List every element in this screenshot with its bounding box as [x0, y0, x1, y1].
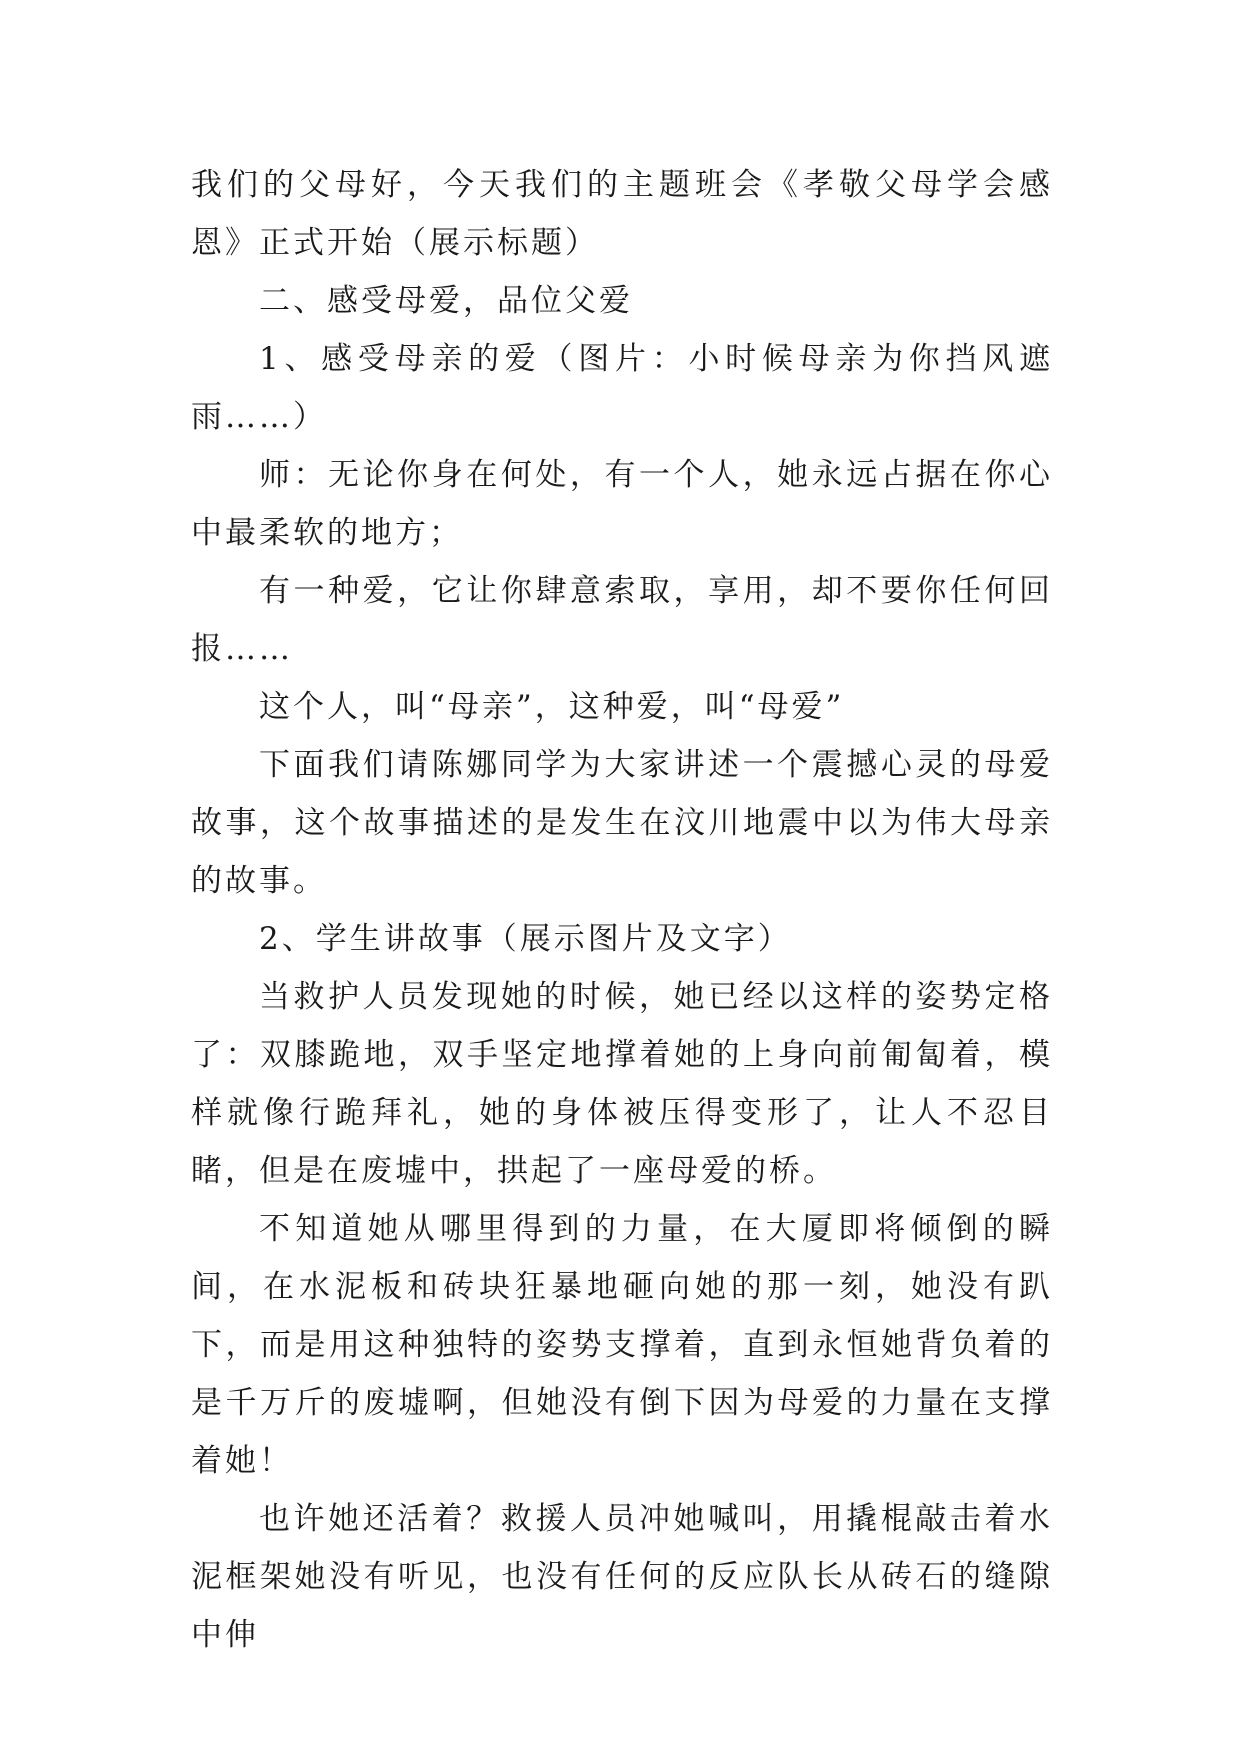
paragraph-kind-of-love: 有一种爱，它让你肆意索取，享用，却不要你任何回报…… [191, 573, 1053, 667]
paragraph-teacher: 师：无论你身在何处，有一个人，她永远占据在你心中最柔软的地方； [191, 457, 1053, 551]
paragraph-opening: 我们的父母好，今天我们的主题班会《孝敬父母学会感恩》正式开始（展示标题） [191, 167, 1053, 261]
paragraph-story-intro: 下面我们请陈娜同学为大家讲述一个震撼心灵的母爱故事，这个故事描述的是发生在汶川地震中以为伟大母亲的故事。 [191, 747, 1053, 899]
document-body [191, 156, 1053, 1664]
subheading-student-story: 2、学生讲故事（展示图片及文字） [259, 921, 792, 957]
paragraph-story-3: 也许她还活着？救援人员冲她喊叫，用撬棍敲击着水泥框架她没有听见，也没有任何的反应队长从砖石的缝隙中伸 [191, 1501, 1053, 1653]
subheading-mother-love: 1、感受母亲的爱（图片：小时候母亲为你挡风遮雨……） [191, 341, 1053, 435]
paragraph-story-1: 当救护人员发现她的时候，她已经以这样的姿势定格了：双膝跪地，双手坚定地撑着她的上身向前匍匐着，模样就像行跪拜礼，她的身体被压得变形了，让人不忍目睹，但是在废墟中，拱起了一座母爱的桥。 [191, 979, 1053, 1189]
paragraph-mother-definition: 这个人，叫“母亲”，这种爱，叫“母爱” [259, 689, 845, 725]
paragraph-story-2: 不知道她从哪里得到的力量，在大厦即将倾倒的瞬间，在水泥板和砖块狂暴地砸向她的那一刻，她没有趴下，而是用这种独特的姿势支撑着，直到永恒她背负着的是千万斤的废墟啊，但她没有倒下因为母爱的力量在支撑着她！ [191, 1211, 1053, 1479]
section-heading-feel-mother-love: 二、感受母爱，品位父爱 [259, 283, 633, 319]
